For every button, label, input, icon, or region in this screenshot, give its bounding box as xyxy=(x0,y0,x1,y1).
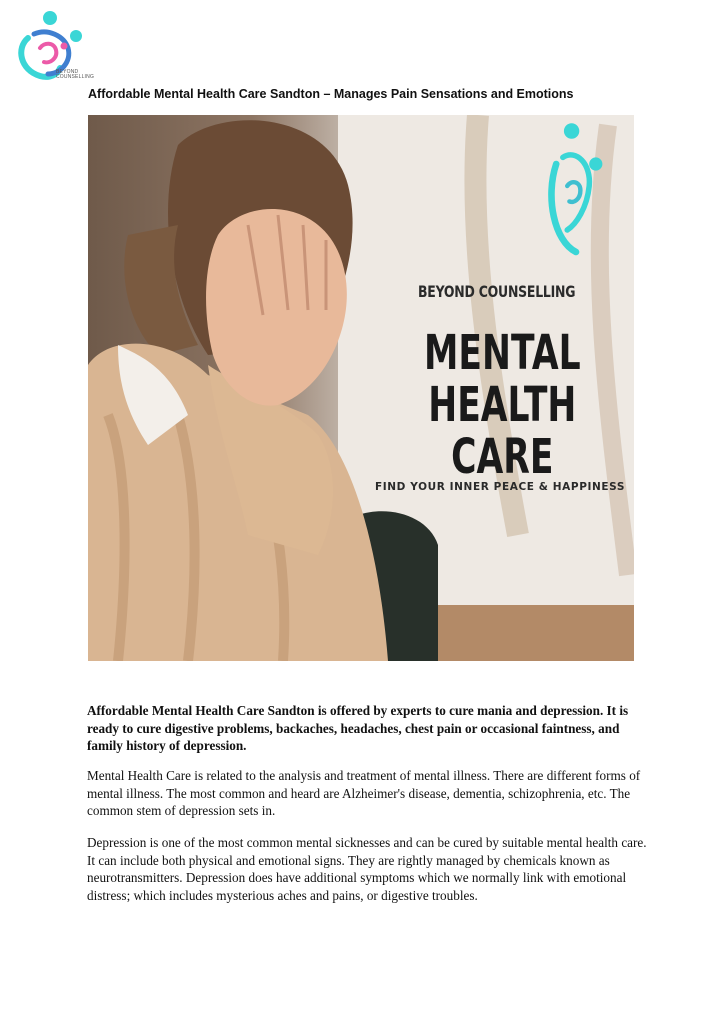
hero-tagline: FIND YOUR INNER PEACE & HAPPINESS xyxy=(375,481,626,493)
hero-title-line1: MENTAL xyxy=(424,325,581,381)
body-paragraph-1: Mental Health Care is related to the analysis and treatment of mental illness. There are different forms of mental illness. The most common and heard are Alzheimer's disease, dementia, schizophrenia, etc. The common stem of depression sets in. xyxy=(87,768,641,818)
lead-paragraph: Affordable Mental Health Care Sandton is offered by experts to cure mania and depression. It is ready to cure digestive problems, backaches, headaches, chest pain or occasional faintness, and family history of depression. xyxy=(87,703,629,753)
hero-title-line2: HEALTH CARE xyxy=(428,377,577,485)
page-heading: Affordable Mental Health Care Sandton – Manages Pain Sensations and Emotions xyxy=(88,87,574,101)
hero-brand: BEYOND COUNSELLING xyxy=(418,282,576,301)
body-paragraph-2: Depression is one of the most common mental sicknesses and can be cured by suitable mental health care. It can include both physical and emotional signs. They are rightly managed by chemicals known as neurotransmitters. Depression does have additional symptoms which we normally link with emotional distress; which includes mysterious aches and pains, or digestive troubles. xyxy=(87,835,647,903)
logo-caption-line2: COUNSELLING xyxy=(56,74,95,80)
logo-caption-line1: BEYOND xyxy=(56,69,79,75)
hero-title xyxy=(409,327,596,483)
hero-image xyxy=(88,115,634,661)
logo-caption xyxy=(56,70,94,80)
